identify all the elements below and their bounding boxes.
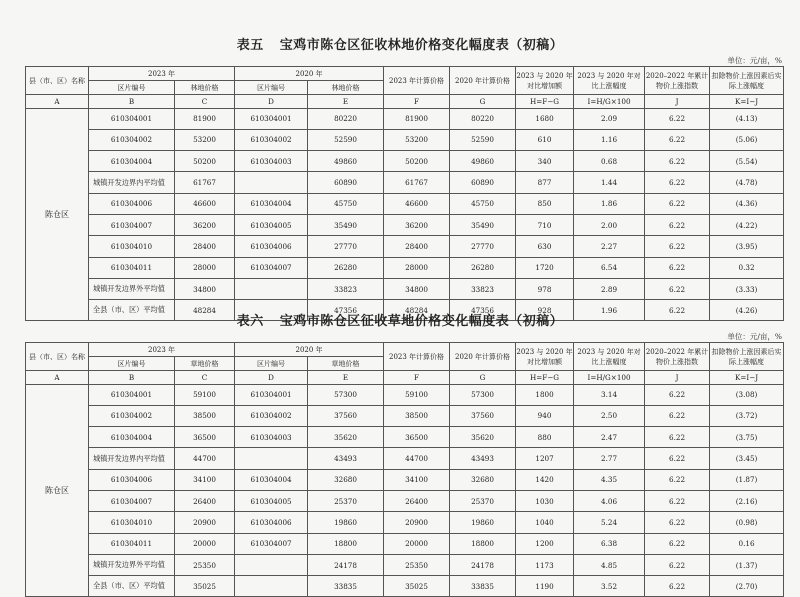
cell-rise: 4.06 (574, 490, 645, 511)
cell-price-2020: 35620 (308, 427, 384, 448)
cell-increase: 928 (516, 300, 574, 321)
table-row (26, 129, 784, 150)
cell-index: 6.22 (645, 193, 710, 214)
cell-increase: 1420 (516, 469, 574, 490)
header-price-2023: 草地价格 (175, 357, 235, 371)
cell-price-2023: 50200 (175, 151, 235, 172)
cell-price-2020: 33835 (308, 576, 384, 597)
cell-price-2020: 49860 (308, 151, 384, 172)
table6 (25, 342, 784, 597)
cell-calc-2023: 34100 (384, 469, 450, 490)
header-increase: 2023 与 2020 年对比增加额 (516, 67, 574, 95)
cell-calc-2020: 27770 (450, 236, 516, 257)
cell-code-2023: 城镇开发边界外平均值 (89, 278, 175, 299)
cell-calc-2020: 19860 (450, 512, 516, 533)
header-2020: 2020 年 (235, 343, 384, 357)
cell-code-2020: 610304003 (235, 427, 308, 448)
cell-index: 6.22 (645, 278, 710, 299)
header-price-2020: 林地价格 (308, 81, 384, 95)
cell-calc-2023: 36500 (384, 427, 450, 448)
cell-index: 6.22 (645, 214, 710, 235)
cell-calc-2023: 35025 (384, 576, 450, 597)
table-row (26, 108, 784, 129)
table6-title: 表六 宝鸡市陈仓区征收草地价格变化幅度表（初稿） (236, 314, 564, 329)
cell-rise: 2.47 (574, 427, 645, 448)
letter-h: H=F−G (516, 371, 574, 385)
letter-d: D (235, 371, 308, 385)
cell-code-2023: 全县（市、区）平均值 (89, 576, 175, 597)
cell-code-2023: 610304004 (89, 151, 175, 172)
header-calc2020: 2020 年计算价格 (450, 67, 516, 95)
cell-calc-2023: 46600 (384, 193, 450, 214)
cell-code-2020 (235, 576, 308, 597)
cell-price-2023: 20000 (175, 533, 235, 554)
cell-increase: 1173 (516, 554, 574, 575)
cell-code-2023: 610304011 (89, 533, 175, 554)
letter-g: G (450, 95, 516, 109)
cell-calc-2023: 28000 (384, 257, 450, 278)
cell-rise: 2.77 (574, 448, 645, 469)
cell-increase: 1720 (516, 257, 574, 278)
cell-index: 6.22 (645, 576, 710, 597)
cell-real: (5.06) (710, 129, 784, 150)
cell-rise: 4.85 (574, 554, 645, 575)
cell-rise: 1.44 (574, 172, 645, 193)
cell-code-2023: 610304002 (89, 405, 175, 426)
cell-price-2023: 36500 (175, 427, 235, 448)
table-row (26, 384, 784, 405)
cell-real: (3.08) (710, 384, 784, 405)
cell-calc-2023: 28400 (384, 236, 450, 257)
cell-rise: 2.89 (574, 278, 645, 299)
cell-rise: 0.68 (574, 151, 645, 172)
cell-increase: 1800 (516, 384, 574, 405)
county-cell: 陈仓区 (26, 384, 89, 597)
header-index: 2020–2022 年累计物价上涨指数 (645, 343, 710, 371)
header-price-2023: 林地价格 (175, 81, 235, 95)
cell-real: (3.33) (710, 278, 784, 299)
cell-code-2023: 610304001 (89, 384, 175, 405)
cell-calc-2020: 49860 (450, 151, 516, 172)
header-rise: 2023 与 2020 年对比上涨幅度 (574, 67, 645, 95)
cell-calc-2020: 33835 (450, 576, 516, 597)
cell-calc-2023: 20900 (384, 512, 450, 533)
cell-rise: 5.24 (574, 512, 645, 533)
cell-rise: 3.52 (574, 576, 645, 597)
letter-j: J (645, 371, 710, 385)
cell-calc-2020: 35490 (450, 214, 516, 235)
header-2020: 2020 年 (235, 67, 384, 81)
cell-real: (3.95) (710, 236, 784, 257)
header-county: 县（市、区）名称 (26, 343, 89, 371)
cell-code-2023: 610304001 (89, 108, 175, 129)
cell-real: 0.16 (710, 533, 784, 554)
cell-calc-2020: 25370 (450, 490, 516, 511)
cell-index: 6.22 (645, 533, 710, 554)
cell-code-2020: 610304002 (235, 129, 308, 150)
cell-calc-2023: 81900 (384, 108, 450, 129)
cell-rise: 2.00 (574, 214, 645, 235)
cell-price-2020: 47356 (308, 300, 384, 321)
header-rise: 2023 与 2020 年对比上涨幅度 (574, 343, 645, 371)
cell-code-2023: 城镇开发边界外平均值 (89, 554, 175, 575)
cell-price-2020: 60890 (308, 172, 384, 193)
cell-calc-2020: 80220 (450, 108, 516, 129)
cell-code-2023: 610304002 (89, 129, 175, 150)
header-2023: 2023 年 (89, 67, 235, 81)
cell-rise: 2.09 (574, 108, 645, 129)
cell-code-2020: 610304007 (235, 533, 308, 554)
cell-calc-2023: 44700 (384, 448, 450, 469)
letter-a: A (26, 371, 89, 385)
cell-increase: 1030 (516, 490, 574, 511)
cell-calc-2023: 59100 (384, 384, 450, 405)
letter-h: H=F−G (516, 95, 574, 109)
cell-real: (4.22) (710, 214, 784, 235)
letter-b: B (89, 371, 175, 385)
table-row (26, 172, 784, 193)
cell-calc-2020: 32680 (450, 469, 516, 490)
letter-f: F (384, 371, 450, 385)
letter-k: K=I−J (710, 371, 784, 385)
cell-code-2020 (235, 448, 308, 469)
cell-price-2023: 46600 (175, 193, 235, 214)
cell-index: 6.22 (645, 405, 710, 426)
cell-price-2023: 61767 (175, 172, 235, 193)
cell-real: (4.26) (710, 300, 784, 321)
cell-calc-2020: 26280 (450, 257, 516, 278)
table-row (26, 193, 784, 214)
cell-code-2020: 610304001 (235, 108, 308, 129)
cell-rise: 6.38 (574, 533, 645, 554)
table-row (26, 469, 784, 490)
cell-price-2023: 36200 (175, 214, 235, 235)
cell-increase: 1207 (516, 448, 574, 469)
cell-price-2020: 35490 (308, 214, 384, 235)
table5-unit: 单位：元/亩，% (727, 56, 782, 65)
cell-calc-2023: 61767 (384, 172, 450, 193)
cell-price-2020: 32680 (308, 469, 384, 490)
cell-code-2020: 610304005 (235, 490, 308, 511)
cell-code-2020 (235, 554, 308, 575)
letter-b: B (89, 95, 175, 109)
cell-price-2020: 37560 (308, 405, 384, 426)
cell-calc-2023: 36200 (384, 214, 450, 235)
cell-real: (3.72) (710, 405, 784, 426)
cell-index: 6.22 (645, 129, 710, 150)
cell-price-2023: 48284 (175, 300, 235, 321)
table5 (25, 66, 784, 321)
cell-price-2020: 18800 (308, 533, 384, 554)
cell-index: 6.22 (645, 448, 710, 469)
cell-price-2020: 52590 (308, 129, 384, 150)
letter-f: F (384, 95, 450, 109)
cell-calc-2023: 48284 (384, 300, 450, 321)
cell-calc-2023: 25350 (384, 554, 450, 575)
cell-price-2020: 33823 (308, 278, 384, 299)
cell-price-2023: 44700 (175, 448, 235, 469)
cell-price-2023: 35025 (175, 576, 235, 597)
cell-price-2020: 25370 (308, 490, 384, 511)
cell-price-2023: 34800 (175, 278, 235, 299)
cell-rise: 1.16 (574, 129, 645, 150)
cell-increase: 1680 (516, 108, 574, 129)
cell-code-2020: 610304005 (235, 214, 308, 235)
header-area-code-2023: 区片编号 (89, 81, 175, 95)
cell-real: (2.16) (710, 490, 784, 511)
header-increase: 2023 与 2020 年对比增加额 (516, 343, 574, 371)
cell-code-2020 (235, 278, 308, 299)
cell-price-2020: 57300 (308, 384, 384, 405)
cell-index: 6.22 (645, 236, 710, 257)
table-row (26, 278, 784, 299)
cell-price-2020: 27770 (308, 236, 384, 257)
cell-price-2020: 43493 (308, 448, 384, 469)
cell-price-2023: 34100 (175, 469, 235, 490)
cell-code-2023: 610304010 (89, 512, 175, 533)
letter-i: I=H/G×100 (574, 371, 645, 385)
cell-increase: 850 (516, 193, 574, 214)
cell-code-2020: 610304007 (235, 257, 308, 278)
cell-code-2020: 610304002 (235, 405, 308, 426)
cell-code-2023: 610304011 (89, 257, 175, 278)
cell-index: 6.22 (645, 257, 710, 278)
header-real: 扣除物价上涨因素后实际上涨幅度 (710, 67, 784, 95)
cell-real: (4.13) (710, 108, 784, 129)
cell-calc-2020: 43493 (450, 448, 516, 469)
table-row (26, 448, 784, 469)
cell-code-2020: 610304003 (235, 151, 308, 172)
cell-index: 6.22 (645, 512, 710, 533)
cell-price-2023: 81900 (175, 108, 235, 129)
table-row (26, 533, 784, 554)
cell-calc-2020: 24178 (450, 554, 516, 575)
cell-code-2023: 610304004 (89, 427, 175, 448)
cell-calc-2020: 47356 (450, 300, 516, 321)
cell-rise: 3.14 (574, 384, 645, 405)
cell-index: 6.22 (645, 384, 710, 405)
cell-real: (3.45) (710, 448, 784, 469)
letter-g: G (450, 371, 516, 385)
cell-rise: 6.54 (574, 257, 645, 278)
letter-e: E (308, 95, 384, 109)
cell-calc-2020: 60890 (450, 172, 516, 193)
letter-a: A (26, 95, 89, 109)
header-index: 2020–2022 年累计物价上涨指数 (645, 67, 710, 95)
cell-code-2020: 610304006 (235, 236, 308, 257)
cell-increase: 340 (516, 151, 574, 172)
cell-real: (5.54) (710, 151, 784, 172)
cell-price-2020: 24178 (308, 554, 384, 575)
cell-rise: 2.27 (574, 236, 645, 257)
cell-real: (2.70) (710, 576, 784, 597)
table5-title: 表五 宝鸡市陈仓区征收林地价格变化幅度表（初稿） (236, 38, 564, 53)
table-row (26, 512, 784, 533)
header-calc2023: 2023 年计算价格 (384, 67, 450, 95)
cell-rise: 4.35 (574, 469, 645, 490)
cell-code-2020 (235, 172, 308, 193)
cell-real: (4.36) (710, 193, 784, 214)
cell-code-2020: 610304001 (235, 384, 308, 405)
table-row (26, 554, 784, 575)
cell-price-2023: 38500 (175, 405, 235, 426)
header-price-2020: 草地价格 (308, 357, 384, 371)
cell-price-2023: 26400 (175, 490, 235, 511)
cell-price-2020: 80220 (308, 108, 384, 129)
cell-rise: 1.86 (574, 193, 645, 214)
cell-calc-2020: 57300 (450, 384, 516, 405)
cell-price-2023: 59100 (175, 384, 235, 405)
cell-price-2020: 19860 (308, 512, 384, 533)
cell-price-2023: 20900 (175, 512, 235, 533)
table-row (26, 405, 784, 426)
cell-code-2020: 610304004 (235, 193, 308, 214)
header-area-code-2020: 区片编号 (235, 357, 308, 371)
cell-code-2023: 城镇开发边界内平均值 (89, 172, 175, 193)
cell-real: (1.87) (710, 469, 784, 490)
cell-real: (1.37) (710, 554, 784, 575)
cell-price-2020: 26280 (308, 257, 384, 278)
cell-calc-2020: 18800 (450, 533, 516, 554)
cell-price-2023: 28000 (175, 257, 235, 278)
cell-calc-2020: 35620 (450, 427, 516, 448)
cell-increase: 978 (516, 278, 574, 299)
cell-increase: 1040 (516, 512, 574, 533)
header-2023: 2023 年 (89, 343, 235, 357)
cell-code-2020: 610304006 (235, 512, 308, 533)
cell-real: 0.32 (710, 257, 784, 278)
cell-index: 6.22 (645, 490, 710, 511)
cell-increase: 610 (516, 129, 574, 150)
cell-increase: 630 (516, 236, 574, 257)
cell-calc-2023: 38500 (384, 405, 450, 426)
cell-real: (3.75) (710, 427, 784, 448)
cell-price-2023: 53200 (175, 129, 235, 150)
cell-increase: 1200 (516, 533, 574, 554)
table-row (26, 257, 784, 278)
letter-k: K=I−J (710, 95, 784, 109)
letter-d: D (235, 95, 308, 109)
cell-price-2023: 25350 (175, 554, 235, 575)
cell-calc-2023: 26400 (384, 490, 450, 511)
cell-rise: 2.50 (574, 405, 645, 426)
table-row (26, 427, 784, 448)
cell-calc-2023: 53200 (384, 129, 450, 150)
letter-e: E (308, 371, 384, 385)
cell-price-2020: 45750 (308, 193, 384, 214)
cell-code-2023: 610304010 (89, 236, 175, 257)
cell-rise: 1.96 (574, 300, 645, 321)
cell-index: 6.22 (645, 151, 710, 172)
letter-j: J (645, 95, 710, 109)
table6-unit: 单位：元/亩，% (727, 332, 782, 341)
header-area-code-2020: 区片编号 (235, 81, 308, 95)
cell-calc-2023: 50200 (384, 151, 450, 172)
cell-calc-2020: 52590 (450, 129, 516, 150)
cell-price-2023: 28400 (175, 236, 235, 257)
cell-code-2023: 城镇开发边界内平均值 (89, 448, 175, 469)
letter-i: I=H/G×100 (574, 95, 645, 109)
cell-code-2023: 610304006 (89, 469, 175, 490)
header-calc2020: 2020 年计算价格 (450, 343, 516, 371)
cell-increase: 880 (516, 427, 574, 448)
header-county: 县（市、区）名称 (26, 67, 89, 95)
cell-index: 6.22 (645, 554, 710, 575)
cell-calc-2020: 33823 (450, 278, 516, 299)
cell-increase: 940 (516, 405, 574, 426)
cell-real: (4.78) (710, 172, 784, 193)
letter-c: C (175, 95, 235, 109)
letter-c: C (175, 371, 235, 385)
table-row (26, 236, 784, 257)
cell-calc-2023: 34800 (384, 278, 450, 299)
cell-real: (0.98) (710, 512, 784, 533)
header-area-code-2023: 区片编号 (89, 357, 175, 371)
header-real: 扣除物价上涨因素后实际上涨幅度 (710, 343, 784, 371)
table-row (26, 151, 784, 172)
table-row (26, 490, 784, 511)
county-cell: 陈仓区 (26, 108, 89, 321)
cell-code-2020: 610304004 (235, 469, 308, 490)
header-calc2023: 2023 年计算价格 (384, 343, 450, 371)
cell-index: 6.22 (645, 469, 710, 490)
cell-calc-2020: 45750 (450, 193, 516, 214)
cell-calc-2023: 20000 (384, 533, 450, 554)
cell-increase: 710 (516, 214, 574, 235)
cell-calc-2020: 37560 (450, 405, 516, 426)
cell-code-2023: 610304006 (89, 193, 175, 214)
cell-index: 6.22 (645, 427, 710, 448)
cell-index: 6.22 (645, 300, 710, 321)
cell-increase: 877 (516, 172, 574, 193)
cell-index: 6.22 (645, 172, 710, 193)
table-row (26, 214, 784, 235)
table-row (26, 576, 784, 597)
cell-increase: 1190 (516, 576, 574, 597)
cell-code-2023: 610304007 (89, 214, 175, 235)
cell-code-2023: 全县（市、区）平均值 (89, 300, 175, 321)
cell-index: 6.22 (645, 108, 710, 129)
cell-code-2023: 610304007 (89, 490, 175, 511)
